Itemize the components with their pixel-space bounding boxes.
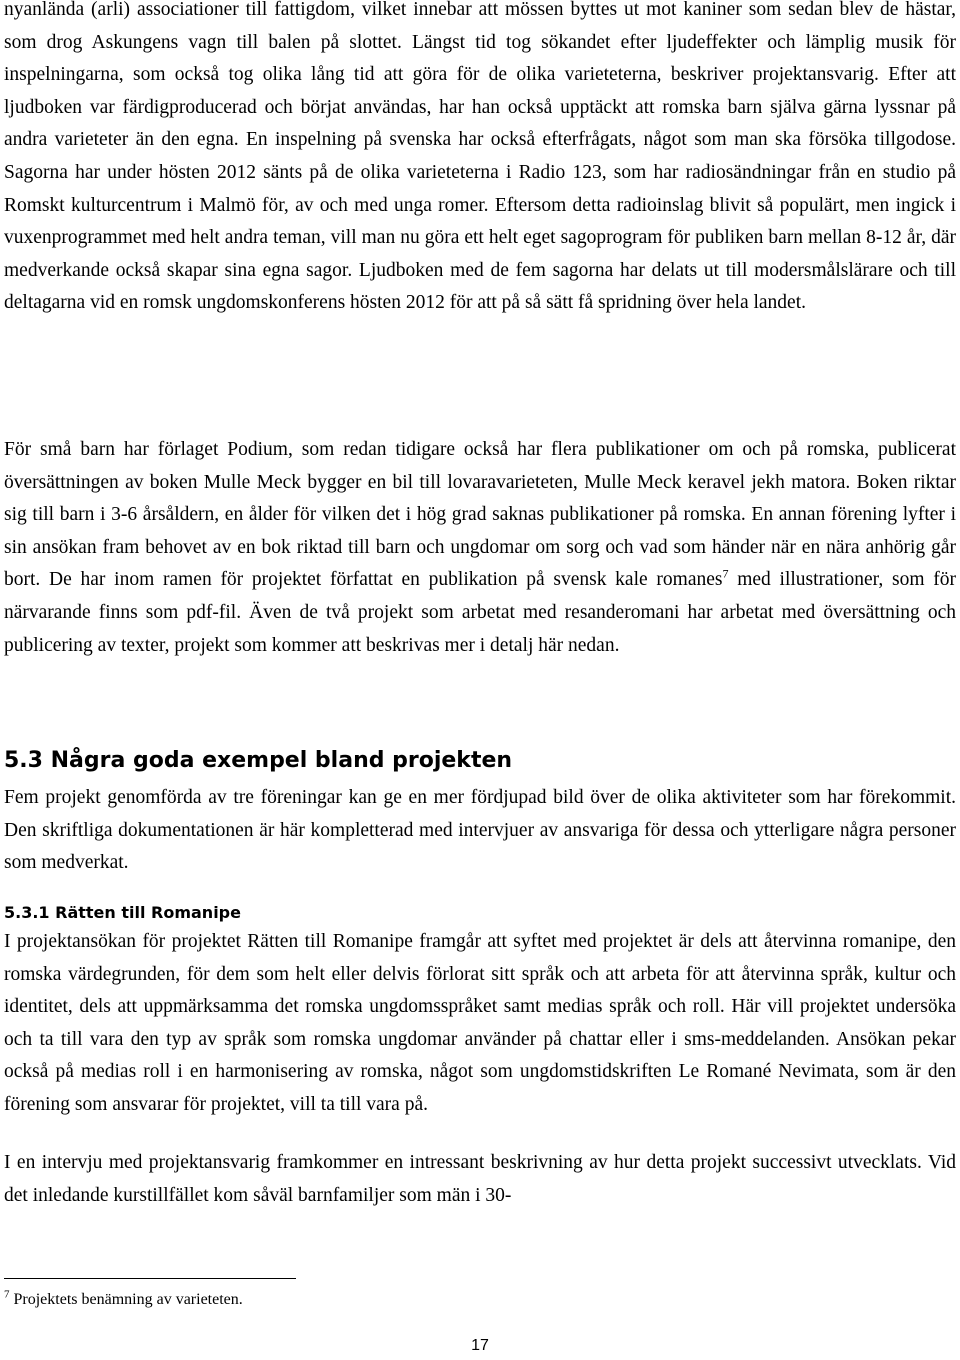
document-page xyxy=(4,0,956,1360)
footnote-reference[interactable]: 7 xyxy=(722,566,729,581)
paragraph-fem-projekt: Fem projekt genomförda av tre föreningar kan ge en mer fördjupad bild över de olika aktiviteter som har förekommit. Den skriftliga dokumentationen är här kompletterad med intervjuer av ansvariga för dessa och ytterligare några personer som medverkat. xyxy=(4,787,956,874)
footnote-divider xyxy=(4,1278,296,1279)
paragraph-text: med illustrationer, som för närvarande finns som pdf-fil. Även de två projekt som arbetat med resanderomani har arbetat med översättning och publicering av texter, projekt som kommer att beskrivas mer i detalj här nedan. xyxy=(4,569,956,656)
footnote xyxy=(4,1288,243,1309)
footnote-text: Projektets benämning av varieteten. xyxy=(9,1291,243,1308)
footnote-number: 7 xyxy=(4,1288,10,1301)
paragraph-publikationer xyxy=(4,434,956,662)
paragraph-projektansokan: I projektansökan för projektet Rätten till Romanipe framgår att syftet med projektet är dels att återvinna romanipe, den romska värdegrunden, för dem som helt eller delvis förlorat sitt språk och att arbeta för att återvinna språk, kultur och identitet, dels att uppmärksamma det romska ungdomsspråket samt medias språk och roll. Här vill projektet undersöka och ta till vara den typ av språk som romska ungdomar använder på chattar eller i sms-meddelanden. Ansökan pekar också på medias roll i en harmonisering av romska, något som ungdomstidskriften Le Romané Nevimata, som är den förening som ansvarar för projektet, vill ta till vara på. xyxy=(4,931,956,1115)
paragraph-intervju: I en intervju med projektansvarig framkommer en intressant beskrivning av hur detta projekt successivt utvecklats. Vid det inledande kurstillfället kom såväl barnfamiljer som män i 30- xyxy=(4,1152,956,1206)
page-number: 17 xyxy=(471,1337,489,1354)
subsection-heading: 5.3.1 Rätten till Romanipe xyxy=(4,903,241,922)
paragraph-ljudbok: nyanlända (arli) associationer till fattigdom, vilket innebar att mössen byttes ut mot kaniner som sedan blev de hästar, som drog Askungens vagn till balen på slottet. Längst tid tog sökandet efter ljudeffekter och lämplig musik för inspelningarna, som också tog olika lång tid att göra för de olika varieteterna, beskriver projektansvarig. Efter att ljudboken var färdigproducerad och börjat användas, har han också upptäckt att romska barn själva gärna lyssnar på andra varieteter än den egna. En inspelning på svenska har också efterfrågats, något som man ska försöka tillgodose. Sagorna har under hösten 2012 sänts på de olika varieteterna i Radio 123, som har radiosändningar från en studio på Romskt kulturcentrum i Malmö för, av och med unga romer. Eftersom detta radioinslag blivit så populärt, men ingick i vuxenprogrammet med helt andra teman, vill man nu göra ett helt eget sagoprogram för publiken barn mellan 8-12 år, där medverkande också skapar sina egna sagor. Ljudboken med de fem sagorna har delats ut till modersmålslärare och till deltagarna vid en romsk ungdomskonferens hösten 2012 för att på så sätt få spridning över hela landet. xyxy=(4,0,956,314)
paragraph-text: För små barn har förlaget Podium, som redan tidigare också har flera publikationer om och på romska, publicerat översättningen av boken Mulle Meck bygger en bil till lovaravarieteten, Mulle Meck keravel jekh matora. Boken riktar sig till barn i 3-6 årsåldern, en ålder för vilken det i hög grad saknas publikationer på romska. En annan förening lyfter i sin ansökan fram behovet av en bok riktad till barn och ungdomar om sorg och vad som händer när en nära anhörig går bort. De har inom ramen för projektet författat en publikation på svensk kale romanes xyxy=(4,439,956,591)
section-heading: 5.3 Några goda exempel bland projekten xyxy=(4,748,513,773)
